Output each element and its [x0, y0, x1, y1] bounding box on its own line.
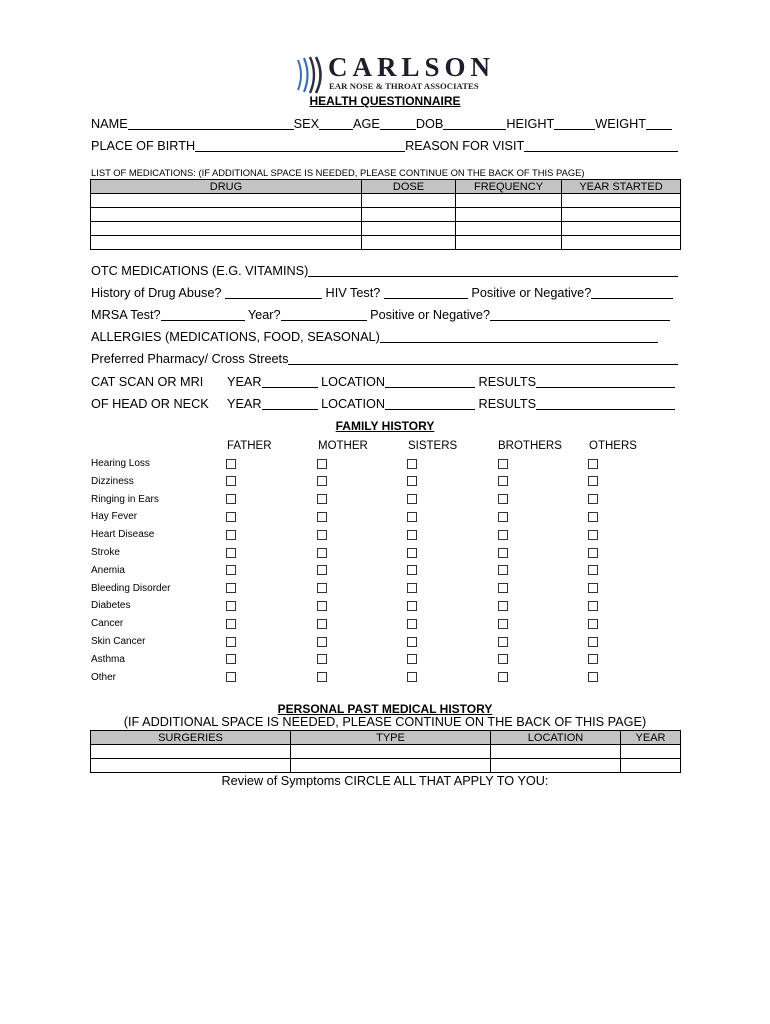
- checkbox-mother[interactable]: [317, 548, 327, 558]
- col-year: YEAR: [621, 731, 681, 745]
- checkbox-sisters[interactable]: [407, 583, 417, 593]
- col-frequency: FREQUENCY: [456, 180, 562, 194]
- year-label-2: YEAR: [227, 397, 262, 411]
- carlson-logo: [294, 52, 496, 94]
- checkbox-brothers[interactable]: [498, 494, 508, 504]
- cat-results-field[interactable]: [536, 375, 675, 388]
- sound-wave-icon: [294, 56, 328, 94]
- condition-label: Asthma: [91, 653, 125, 665]
- checkbox-others[interactable]: [588, 530, 598, 540]
- pos-neg-field[interactable]: [591, 286, 673, 299]
- pharmacy-field[interactable]: [288, 352, 678, 365]
- condition-label: Diabetes: [91, 600, 131, 612]
- table-row: [91, 236, 681, 250]
- checkbox-sisters[interactable]: [407, 530, 417, 540]
- checkbox-others[interactable]: [588, 619, 598, 629]
- condition-label: Stroke: [91, 547, 120, 558]
- review-of-symptoms: Review of Symptoms CIRCLE ALL THAT APPLY TO YOU:: [221, 774, 549, 788]
- condition-label: Bleeding Disorder: [91, 582, 171, 594]
- checkbox-others[interactable]: [588, 654, 598, 664]
- mrsa-year-field[interactable]: [281, 308, 367, 321]
- checkbox-mother[interactable]: [317, 672, 327, 682]
- results-label-2: RESULTS: [478, 397, 537, 411]
- family-column-mother: MOTHER: [318, 440, 368, 452]
- head-location-field[interactable]: [385, 397, 475, 410]
- checkbox-sisters[interactable]: [407, 476, 417, 486]
- hiv-label: HIV Test?: [325, 286, 381, 300]
- mrsa-label: MRSA Test?: [91, 308, 161, 322]
- checkbox-mother[interactable]: [317, 601, 327, 611]
- checkbox-others[interactable]: [588, 512, 598, 522]
- age-label: AGE: [353, 117, 380, 131]
- dob-label: DOB: [415, 117, 444, 131]
- otc-label: OTC MEDICATIONS (E.G. VITAMINS): [91, 264, 309, 278]
- name-field[interactable]: [128, 117, 294, 130]
- allergies-label: ALLERGIES (MEDICATIONS, FOOD, SEASONAL): [91, 330, 380, 344]
- drug-abuse-row: [91, 285, 673, 301]
- condition-label: Hay Fever: [91, 511, 138, 523]
- reason-field[interactable]: [524, 139, 678, 152]
- checkbox-father[interactable]: [226, 476, 236, 486]
- checkbox-mother[interactable]: [317, 530, 327, 540]
- checkbox-father[interactable]: [226, 494, 236, 504]
- checkbox-sisters[interactable]: [407, 494, 417, 504]
- head-neck-row: [91, 396, 675, 412]
- checkbox-others[interactable]: [588, 459, 598, 469]
- mrsa-result-field[interactable]: [490, 308, 670, 321]
- checkbox-mother[interactable]: [317, 565, 327, 575]
- checkbox-father[interactable]: [226, 619, 236, 629]
- demographics-row-2: [91, 138, 678, 154]
- checkbox-mother[interactable]: [317, 583, 327, 593]
- height-label: HEIGHT: [506, 117, 555, 131]
- condition-label: Hearing Loss: [91, 458, 150, 469]
- table-row: [91, 745, 681, 759]
- checkbox-others[interactable]: [588, 565, 598, 575]
- checkbox-sisters[interactable]: [407, 565, 417, 575]
- checkbox-mother[interactable]: [317, 494, 327, 504]
- mrsa-row: [91, 307, 670, 323]
- col-dose: DOSE: [362, 180, 456, 194]
- pharmacy-row: [91, 351, 678, 367]
- table-row: [91, 208, 681, 222]
- col-drug: DRUG: [91, 180, 362, 194]
- drug-abuse-field[interactable]: [225, 286, 322, 299]
- sex-label: SEX: [293, 117, 320, 131]
- past-history-table: [90, 730, 681, 773]
- checkbox-sisters[interactable]: [407, 601, 417, 611]
- results-label: RESULTS: [478, 375, 537, 389]
- form-title: HEALTH QUESTIONNAIRE: [309, 94, 461, 108]
- checkbox-brothers[interactable]: [498, 619, 508, 629]
- checkbox-father[interactable]: [226, 548, 236, 558]
- condition-label: Dizziness: [91, 475, 134, 487]
- head-neck-label: OF HEAD OR NECK: [91, 397, 209, 411]
- table-row: [91, 194, 681, 208]
- condition-label: Heart Disease: [91, 529, 155, 541]
- brand-subtitle: EAR NOSE & THROAT ASSOCIATES: [329, 81, 479, 91]
- medications-table: [90, 179, 681, 250]
- cat-scan-label: CAT SCAN OR MRI: [91, 375, 204, 389]
- age-field[interactable]: [380, 117, 416, 130]
- otc-row: [91, 263, 678, 279]
- checkbox-brothers[interactable]: [498, 583, 508, 593]
- checkbox-sisters[interactable]: [407, 619, 417, 629]
- checkbox-father[interactable]: [226, 583, 236, 593]
- checkbox-father[interactable]: [226, 512, 236, 522]
- cat-location-field[interactable]: [385, 375, 475, 388]
- checkbox-mother[interactable]: [317, 619, 327, 629]
- checkbox-father[interactable]: [226, 637, 236, 647]
- checkbox-others[interactable]: [588, 548, 598, 558]
- checkbox-brothers[interactable]: [498, 512, 508, 522]
- pos-neg-label: Positive or Negative?: [471, 286, 592, 300]
- checkbox-others[interactable]: [588, 494, 598, 504]
- dob-field[interactable]: [443, 117, 506, 130]
- table-row: [91, 759, 681, 773]
- checkbox-sisters[interactable]: [407, 637, 417, 647]
- col-surgeries: SURGERIES: [91, 731, 291, 745]
- checkbox-others[interactable]: [588, 476, 598, 486]
- head-results-field[interactable]: [536, 397, 675, 410]
- location-label: LOCATION: [321, 375, 386, 389]
- drug-abuse-label: History of Drug Abuse?: [91, 286, 222, 300]
- checkbox-father[interactable]: [226, 654, 236, 664]
- checkbox-others[interactable]: [588, 601, 598, 611]
- checkbox-mother[interactable]: [317, 654, 327, 664]
- table-row: [91, 222, 681, 236]
- pharmacy-label: Preferred Pharmacy/ Cross Streets: [91, 352, 289, 366]
- checkbox-brothers[interactable]: [498, 601, 508, 611]
- checkbox-father[interactable]: [226, 565, 236, 575]
- checkbox-sisters[interactable]: [407, 654, 417, 664]
- checkbox-sisters[interactable]: [407, 548, 417, 558]
- col-location: LOCATION: [491, 731, 621, 745]
- checkbox-brothers[interactable]: [498, 637, 508, 647]
- checkbox-brothers[interactable]: [498, 530, 508, 540]
- checkbox-others[interactable]: [588, 672, 598, 682]
- checkbox-others[interactable]: [588, 583, 598, 593]
- checkbox-mother[interactable]: [317, 637, 327, 647]
- checkbox-sisters[interactable]: [407, 459, 417, 469]
- past-history-title: PERSONAL PAST MEDICAL HISTORY: [277, 702, 493, 716]
- checkbox-sisters[interactable]: [407, 672, 417, 682]
- checkbox-brothers[interactable]: [498, 565, 508, 575]
- head-year-field[interactable]: [262, 397, 318, 410]
- mrsa-field[interactable]: [161, 308, 245, 321]
- col-year-started: YEAR STARTED: [562, 180, 681, 194]
- otc-field[interactable]: [308, 264, 678, 277]
- family-column-brothers: BROTHERS: [498, 440, 562, 452]
- year-label: YEAR: [227, 375, 262, 389]
- checkbox-sisters[interactable]: [407, 512, 417, 522]
- place-of-birth-label: PLACE OF BIRTH: [91, 139, 196, 153]
- cat-year-field[interactable]: [262, 375, 318, 388]
- condition-label: Anemia: [91, 564, 125, 576]
- checkbox-father[interactable]: [226, 459, 236, 469]
- condition-label: Other: [91, 671, 117, 683]
- height-field[interactable]: [554, 117, 595, 130]
- place-of-birth-field[interactable]: [195, 139, 405, 152]
- brand-name: CARLSON: [328, 52, 496, 82]
- condition-label: Ringing in Ears: [91, 493, 159, 505]
- checkbox-mother[interactable]: [317, 512, 327, 522]
- location-label-2: LOCATION: [321, 397, 386, 411]
- condition-label: Skin Cancer: [91, 636, 146, 647]
- medications-note: LIST OF MEDICATIONS: (IF ADDITIONAL SPACE IS NEEDED, PLEASE CONTINUE ON THE BACK OF THIS PAGE): [91, 167, 585, 178]
- family-column-father: FATHER: [227, 440, 272, 452]
- col-type: TYPE: [291, 731, 491, 745]
- family-column-others: OTHERS: [589, 440, 637, 452]
- family-column-sisters: SISTERS: [408, 440, 458, 452]
- reason-label: REASON FOR VISIT: [405, 139, 525, 153]
- family-history-title: FAMILY HISTORY: [335, 419, 435, 433]
- checkbox-brothers[interactable]: [498, 654, 508, 664]
- checkbox-brothers[interactable]: [498, 548, 508, 558]
- condition-label: Cancer: [91, 618, 124, 630]
- weight-field[interactable]: [646, 117, 672, 130]
- name-label: NAME: [91, 117, 128, 131]
- checkbox-brothers[interactable]: [498, 476, 508, 486]
- checkbox-mother[interactable]: [317, 476, 327, 486]
- checkbox-brothers[interactable]: [498, 672, 508, 682]
- checkbox-mother[interactable]: [317, 459, 327, 469]
- year-q-label: Year?: [247, 308, 281, 322]
- allergies-field[interactable]: [380, 330, 658, 343]
- sex-field[interactable]: [319, 117, 353, 130]
- past-history-note: (IF ADDITIONAL SPACE IS NEEDED, PLEASE CONTINUE ON THE BACK OF THIS PAGE): [123, 715, 647, 729]
- checkbox-brothers[interactable]: [498, 459, 508, 469]
- pos-neg-label-2: Positive or Negative?: [370, 308, 490, 322]
- cat-scan-row: [91, 374, 675, 390]
- allergies-row: [91, 329, 658, 345]
- checkbox-others[interactable]: [588, 637, 598, 647]
- hiv-field[interactable]: [384, 286, 468, 299]
- checkbox-father[interactable]: [226, 530, 236, 540]
- demographics-row-1: [91, 116, 672, 132]
- checkbox-father[interactable]: [226, 601, 236, 611]
- checkbox-father[interactable]: [226, 672, 236, 682]
- weight-label: WEIGHT: [595, 117, 647, 131]
